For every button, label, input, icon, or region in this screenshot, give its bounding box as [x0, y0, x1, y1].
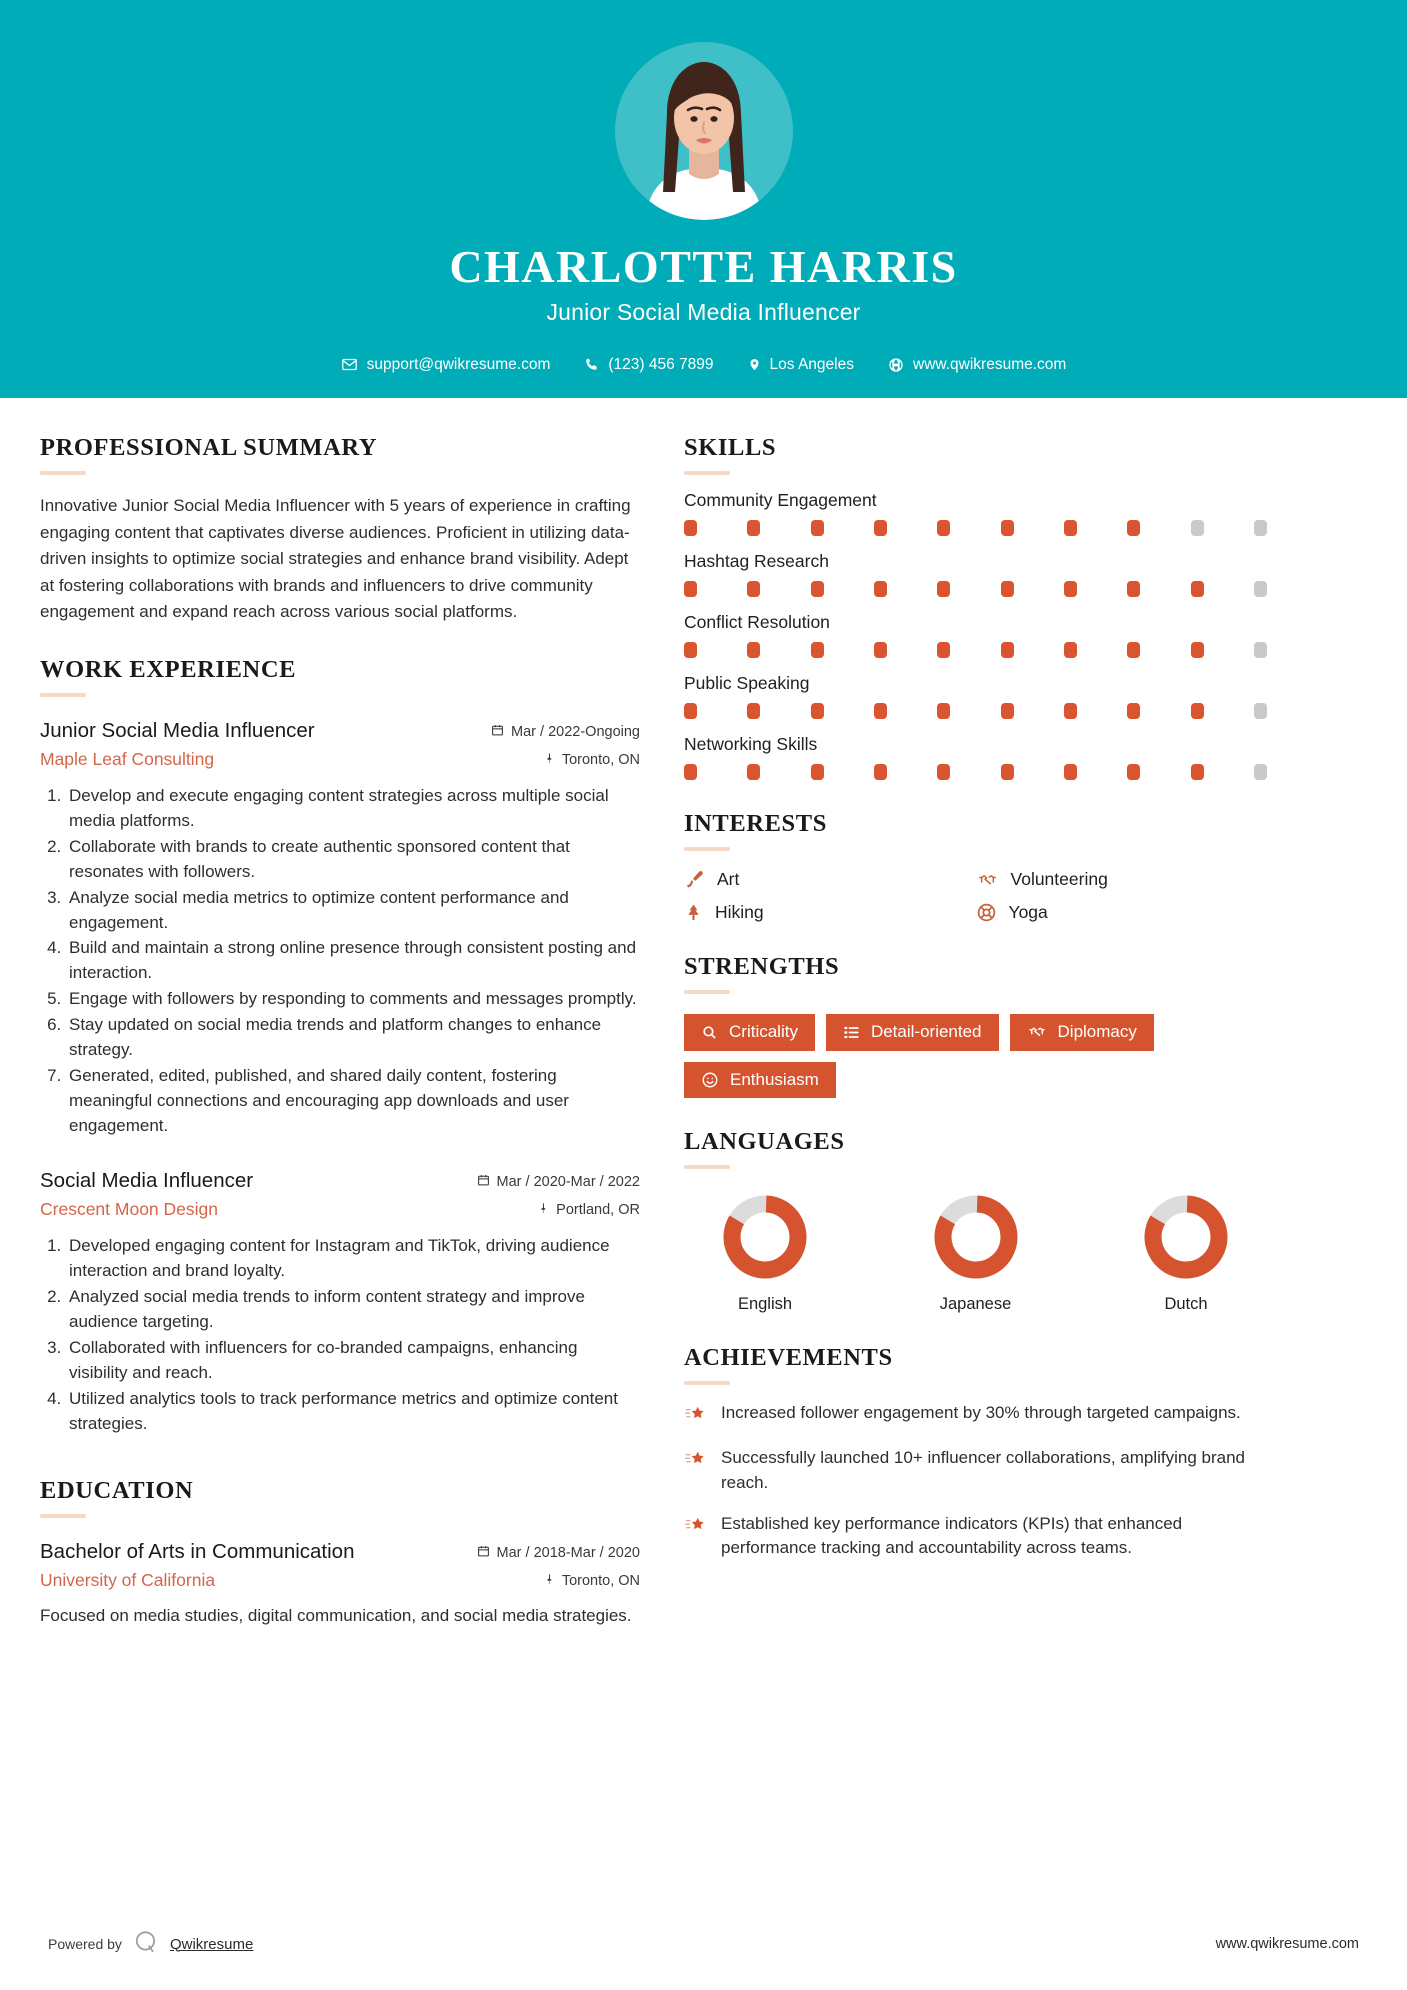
skill-rating	[684, 581, 1267, 597]
footer-website[interactable]: www.qwikresume.com	[1215, 1936, 1359, 1952]
work-dates	[491, 720, 640, 741]
achievement-item	[684, 1446, 1267, 1495]
rating-dot-filled	[684, 764, 697, 780]
envelope-icon	[341, 356, 358, 373]
work-bullet: 3. Collaborated with influencers for co-branded campaigns, enhancing visibility and reach.	[66, 1336, 640, 1386]
work-bullet: 3. Analyze social media metrics to optimize content performance and engagement.	[66, 886, 640, 936]
left-column	[40, 434, 640, 1633]
map-pin-icon	[544, 1572, 555, 1590]
rating-dot-empty	[1254, 642, 1267, 658]
rating-dot-filled	[1064, 703, 1077, 719]
calendar-icon	[477, 1544, 490, 1562]
rating-dot-filled	[1064, 520, 1077, 536]
rating-dot-filled	[1001, 520, 1014, 536]
footer-branding	[48, 1929, 253, 1960]
work-location-text: Portland, OR	[556, 1202, 640, 1219]
skill-label: Conflict Resolution	[684, 612, 830, 632]
magnifier-icon	[701, 1024, 718, 1041]
section-rule	[40, 471, 86, 475]
interest-item-yoga	[976, 902, 1268, 923]
rating-dot-empty	[1254, 764, 1267, 780]
section-work-experience	[40, 656, 640, 1438]
rating-dot-filled	[1191, 642, 1204, 658]
rating-dot-filled	[684, 703, 697, 719]
rating-dot-filled	[811, 642, 824, 658]
skill-rating	[684, 764, 1267, 780]
star-shooting-icon	[684, 1401, 707, 1430]
tree-icon	[684, 902, 703, 923]
education-title: Bachelor of Arts in Communication	[40, 1540, 355, 1564]
summary-text: Innovative Junior Social Media Influencer with 5 years of experience in crafting engaging content that captivates diverse audiences. Proficient in utilizing data-driven insights to optimize social strategies and enhance brand visibility. Adept at fostering collaborations with brands and influencers to drive community engagement and expand reach across various social platforms.	[40, 496, 631, 622]
interest-label: Hiking	[715, 902, 764, 922]
work-organization: Maple Leaf Consulting	[40, 748, 215, 769]
rating-dot-filled	[747, 642, 760, 658]
page-title: CHARLOTTE HARRIS	[449, 241, 958, 292]
section-heading-education: EDUCATION	[40, 1477, 194, 1505]
work-bullets	[40, 1234, 640, 1437]
location-pin-icon	[748, 356, 761, 373]
rating-dot-filled	[811, 520, 824, 536]
resume-body	[0, 398, 1407, 1633]
work-bullet: 2. Collaborate with brands to create authentic sponsored content that resonates with followers.	[66, 835, 640, 885]
skill-item	[684, 551, 1267, 597]
interest-label: Volunteering	[1010, 869, 1108, 889]
strength-badge-detail-oriented[interactable]	[826, 1014, 999, 1051]
interest-item-hiking	[684, 902, 976, 923]
contact-website[interactable]	[871, 356, 1083, 374]
strength-badge-enthusiasm[interactable]	[684, 1062, 836, 1099]
rating-dot-filled	[1064, 581, 1077, 597]
phone-icon	[584, 357, 599, 372]
rating-dot-empty	[1191, 520, 1204, 536]
education-organization: University of California	[40, 1570, 216, 1591]
language-donut-chart	[1140, 1191, 1232, 1283]
work-bullets	[40, 784, 640, 1140]
rating-dot-empty	[1254, 520, 1267, 536]
skill-label: Public Speaking	[684, 673, 810, 693]
work-bullet: 4. Build and maintain a strong online presence through consistent posting and interaction.	[66, 936, 640, 986]
work-location	[538, 1198, 640, 1219]
language-label: Dutch	[1164, 1295, 1208, 1314]
contact-email-text: support@qwikresume.com	[366, 355, 551, 373]
rating-dot-filled	[1191, 764, 1204, 780]
life-ring-icon	[976, 902, 997, 923]
contact-phone-text: (123) 456 7899	[608, 355, 714, 373]
rating-dot-filled	[747, 520, 760, 536]
contact-email[interactable]	[324, 356, 568, 374]
rating-dot-filled	[1001, 703, 1014, 719]
rating-dot-filled	[1001, 764, 1014, 780]
interests-grid	[684, 869, 1267, 923]
education-entry	[40, 1540, 640, 1629]
section-heading-work: WORK EXPERIENCE	[40, 655, 297, 683]
skill-label: Community Engagement	[684, 490, 877, 510]
section-languages	[684, 1128, 1267, 1314]
section-rule	[684, 990, 730, 994]
section-achievements	[684, 1344, 1267, 1561]
interest-label: Art	[717, 869, 740, 889]
right-column	[684, 434, 1267, 1633]
skill-label: Hashtag Research	[684, 551, 829, 571]
paintbrush-icon	[684, 869, 705, 890]
section-education	[40, 1477, 640, 1629]
achievements-list	[684, 1401, 1267, 1561]
work-organization: Crescent Moon Design	[40, 1199, 218, 1220]
strengths-list	[684, 1014, 1267, 1098]
skills-list	[684, 490, 1267, 780]
strength-badge-diplomacy[interactable]	[1010, 1014, 1154, 1051]
page-footer	[0, 1898, 1407, 1990]
section-heading-summary: PROFESSIONAL SUMMARY	[40, 434, 378, 461]
contact-website-text: www.qwikresume.com	[913, 355, 1067, 373]
section-heading-strengths: STRENGTHS	[684, 953, 840, 980]
rating-dot-filled	[1064, 642, 1077, 658]
rating-dot-empty	[1254, 703, 1267, 719]
resume-header	[0, 0, 1407, 398]
qwikresume-logo-icon	[133, 1929, 159, 1960]
contact-location[interactable]	[731, 356, 871, 374]
work-location	[544, 748, 640, 769]
work-bullet: 7. Generated, edited, published, and shared daily content, fostering meaningful connections and encouraging app downloads and user engagement.	[66, 1064, 640, 1139]
rating-dot-filled	[684, 520, 697, 536]
rating-dot-filled	[1001, 581, 1014, 597]
work-bullet: 1. Develop and execute engaging content strategies across multiple social media platforms.	[66, 784, 640, 834]
skill-item	[684, 612, 1267, 658]
rating-dot-filled	[937, 642, 950, 658]
education-dates-text: Mar / 2018-Mar / 2020	[496, 1545, 640, 1562]
work-title: Junior Social Media Influencer	[40, 718, 315, 742]
rating-dot-filled	[1127, 581, 1140, 597]
achievement-text: Increased follower engagement by 30% through targeted campaigns.	[721, 1403, 1241, 1423]
qwikresume-link[interactable]: Qwikresume	[169, 1935, 254, 1953]
section-interests	[684, 810, 1267, 923]
star-shooting-icon	[684, 1512, 707, 1541]
section-rule	[684, 1165, 730, 1169]
section-skills	[684, 434, 1267, 780]
map-pin-icon	[538, 1201, 549, 1219]
section-heading-skills: SKILLS	[684, 434, 777, 461]
language-donut-chart	[719, 1191, 811, 1283]
skill-item	[684, 490, 1267, 536]
work-bullet: 6. Stay updated on social media trends and platform changes to enhance strategy.	[66, 1013, 640, 1063]
rating-dot-filled	[874, 581, 887, 597]
work-dates-text: Mar / 2020-Mar / 2022	[496, 1174, 640, 1191]
contact-row	[0, 356, 1407, 374]
language-item	[690, 1191, 840, 1314]
education-dates	[477, 1541, 640, 1562]
strength-badge-criticality[interactable]	[684, 1014, 815, 1051]
work-bullet: 5. Engage with followers by responding to comments and messages promptly.	[66, 987, 640, 1012]
language-item	[901, 1191, 1051, 1314]
language-item	[1111, 1191, 1261, 1314]
rating-dot-empty	[1254, 581, 1267, 597]
avatar-photo	[615, 42, 793, 220]
rating-dot-filled	[937, 581, 950, 597]
section-heading-achievements: ACHIEVEMENTS	[684, 1344, 893, 1372]
strength-label: Diplomacy	[1057, 1022, 1137, 1041]
rating-dot-filled	[747, 703, 760, 719]
achievement-item	[684, 1401, 1267, 1430]
rating-dot-filled	[747, 764, 760, 780]
interest-label: Yoga	[1008, 902, 1048, 922]
skill-rating	[684, 642, 1267, 658]
skill-rating	[684, 520, 1267, 536]
section-rule	[684, 1381, 730, 1385]
section-rule	[684, 471, 730, 475]
work-bullet: 4. Utilized analytics tools to track performance metrics and optimize content strategies.	[66, 1387, 640, 1437]
rating-dot-filled	[811, 581, 824, 597]
section-rule	[40, 693, 86, 697]
calendar-icon	[491, 723, 504, 741]
strength-label: Enthusiasm	[730, 1069, 819, 1089]
rating-dot-filled	[811, 764, 824, 780]
handshake-icon	[976, 870, 999, 890]
rating-dot-filled	[874, 764, 887, 780]
rating-dot-filled	[1127, 703, 1140, 719]
rating-dot-filled	[684, 581, 697, 597]
skill-label: Networking Skills	[684, 734, 818, 754]
work-bullet: 1. Developed engaging content for Instagram and TikTok, driving audience interaction and brand loyalty.	[66, 1234, 640, 1284]
achievement-item	[684, 1512, 1267, 1561]
language-donut-chart	[930, 1191, 1022, 1283]
map-pin-icon	[544, 751, 555, 769]
calendar-icon	[477, 1173, 490, 1191]
rating-dot-filled	[1001, 642, 1014, 658]
skill-item	[684, 734, 1267, 780]
rating-dot-filled	[811, 703, 824, 719]
rating-dot-filled	[747, 581, 760, 597]
work-dates-text: Mar / 2022-Ongoing	[511, 723, 640, 740]
work-title: Social Media Influencer	[40, 1169, 254, 1193]
job-title: Junior Social Media Influencer	[546, 298, 861, 325]
work-entry	[40, 719, 640, 1140]
strength-label: Criticality	[729, 1022, 798, 1041]
work-entry	[40, 1169, 640, 1437]
handshake-icon	[1027, 1023, 1047, 1041]
rating-dot-filled	[1127, 520, 1140, 536]
smiley-icon	[701, 1071, 719, 1089]
rating-dot-filled	[1191, 581, 1204, 597]
section-professional-summary	[40, 434, 640, 626]
rating-dot-filled	[874, 703, 887, 719]
strength-label: Detail-oriented	[870, 1022, 982, 1041]
rating-dot-filled	[874, 642, 887, 658]
languages-list	[684, 1191, 1267, 1314]
section-rule	[684, 847, 730, 851]
rating-dot-filled	[1127, 764, 1140, 780]
section-heading-languages: LANGUAGES	[684, 1128, 845, 1156]
contact-phone[interactable]	[567, 356, 730, 374]
achievement-text: Successfully launched 10+ influencer collaborations, amplifying brand reach.	[721, 1448, 1246, 1493]
globe-icon	[888, 357, 904, 373]
rating-dot-filled	[937, 703, 950, 719]
interest-item-art	[684, 869, 976, 890]
education-description: Focused on media studies, digital communication, and social media strategies.	[40, 1606, 632, 1626]
skill-item	[684, 673, 1267, 719]
language-label: Japanese	[939, 1295, 1012, 1314]
achievement-text: Established key performance indicators (KPIs) that enhanced performance tracking and accountability across teams.	[721, 1513, 1183, 1558]
rating-dot-filled	[1191, 703, 1204, 719]
list-icon	[843, 1024, 860, 1041]
star-shooting-icon	[684, 1446, 707, 1475]
rating-dot-filled	[874, 520, 887, 536]
contact-location-text: Los Angeles	[769, 355, 854, 373]
powered-by-label: Powered by	[48, 1936, 122, 1952]
section-rule	[40, 1514, 86, 1518]
education-location-text: Toronto, ON	[561, 1573, 640, 1590]
rating-dot-filled	[937, 764, 950, 780]
section-strengths	[684, 953, 1267, 1098]
interest-item-volunteering	[976, 869, 1268, 890]
education-location	[544, 1569, 640, 1590]
work-bullet: 2. Analyzed social media trends to inform content strategy and improve audience targeting.	[66, 1285, 640, 1335]
rating-dot-filled	[1127, 642, 1140, 658]
rating-dot-filled	[1064, 764, 1077, 780]
avatar	[615, 42, 793, 220]
rating-dot-filled	[684, 642, 697, 658]
section-heading-interests: INTERESTS	[684, 810, 827, 837]
rating-dot-filled	[937, 520, 950, 536]
skill-rating	[684, 703, 1267, 719]
work-dates	[477, 1170, 640, 1191]
language-label: English	[737, 1295, 793, 1314]
work-location-text: Toronto, ON	[561, 751, 640, 768]
